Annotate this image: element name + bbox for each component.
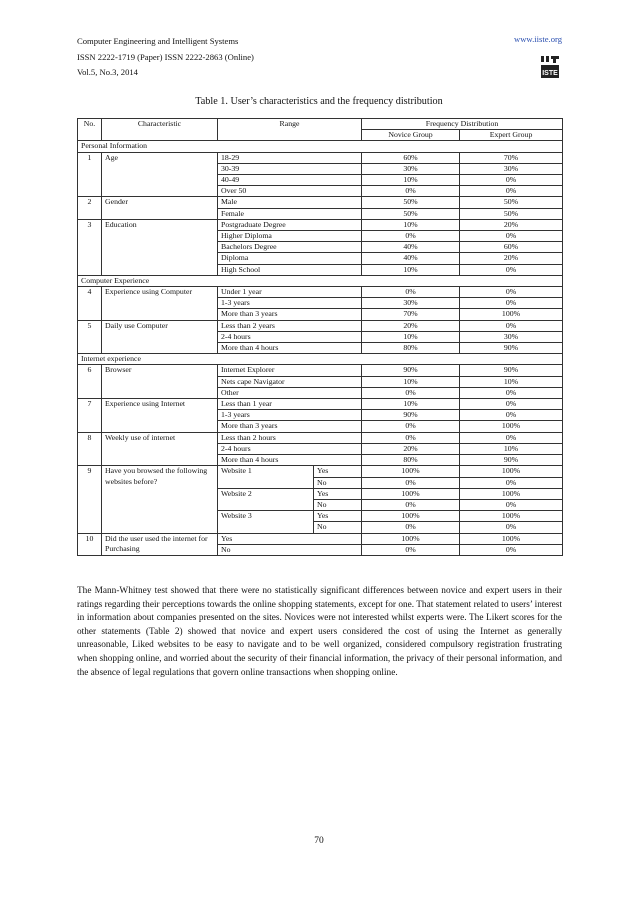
expert-value: 100% <box>460 488 563 499</box>
table-row <box>78 152 563 163</box>
website-name: Website 1 <box>218 466 314 488</box>
expert-value: 0% <box>460 264 563 275</box>
range-value: Postgraduate Degree <box>218 219 362 230</box>
col-characteristic: Characteristic <box>102 119 218 141</box>
range-value: Yes <box>218 533 362 544</box>
novice-value: 10% <box>362 399 460 410</box>
expert-value: 0% <box>460 298 563 309</box>
expert-value: 60% <box>460 242 563 253</box>
expert-value: 70% <box>460 152 563 163</box>
answer: Yes <box>314 511 362 522</box>
novice-value: 80% <box>362 455 460 466</box>
novice-value: 0% <box>362 421 460 432</box>
expert-value: 10% <box>460 443 563 454</box>
characteristics-table <box>77 118 563 556</box>
novice-value: 40% <box>362 242 460 253</box>
expert-value: 10% <box>460 376 563 387</box>
expert-value: 90% <box>460 455 563 466</box>
range-value: Less than 1 year <box>218 399 362 410</box>
range-value: Higher Diploma <box>218 231 362 242</box>
range-value: More than 4 hours <box>218 343 362 354</box>
table-row <box>78 533 563 544</box>
section-row <box>78 354 563 365</box>
svg-text:ISTE: ISTE <box>542 70 558 77</box>
novice-value: 100% <box>362 488 460 499</box>
expert-value: 30% <box>460 163 563 174</box>
range-value: 40-49 <box>218 175 362 186</box>
item-number: 9 <box>78 466 102 533</box>
range-value: No <box>218 544 362 555</box>
header-row <box>78 119 563 130</box>
novice-value: 100% <box>362 511 460 522</box>
expert-value: 100% <box>460 421 563 432</box>
novice-value: 80% <box>362 343 460 354</box>
item-number: 2 <box>78 197 102 219</box>
range-value: 30-39 <box>218 163 362 174</box>
item-number: 5 <box>78 320 102 354</box>
novice-value: 20% <box>362 443 460 454</box>
characteristic: Weekly use of internet <box>102 432 218 466</box>
novice-value: 90% <box>362 365 460 376</box>
characteristic: Daily use Computer <box>102 320 218 354</box>
table-row <box>78 466 563 477</box>
characteristic: Experience using Computer <box>102 287 218 321</box>
iiste-logo <box>539 54 561 80</box>
expert-value: 0% <box>460 410 563 421</box>
range-value: Nets cape Navigator <box>218 376 362 387</box>
table-row <box>78 219 563 230</box>
section-row <box>78 141 563 152</box>
characteristic: Browser <box>102 365 218 399</box>
characteristic: Gender <box>102 197 218 219</box>
novice-value: 10% <box>362 175 460 186</box>
answer: No <box>314 499 362 510</box>
range-value: 2-4 hours <box>218 443 362 454</box>
novice-value: 90% <box>362 410 460 421</box>
range-value: Less than 2 years <box>218 320 362 331</box>
issn-line: ISSN 2222-1719 (Paper) ISSN 2222-2863 (Online) <box>77 51 254 62</box>
expert-value: 100% <box>460 533 563 544</box>
running-header <box>77 34 254 81</box>
col-expert: Expert Group <box>460 130 563 141</box>
range-value: 18-29 <box>218 152 362 163</box>
novice-value: 0% <box>362 387 460 398</box>
expert-value: 0% <box>460 477 563 488</box>
table-row <box>78 197 563 208</box>
table-row <box>78 399 563 410</box>
range-value: Diploma <box>218 253 362 264</box>
volume-line: Vol.5, No.3, 2014 <box>77 67 138 77</box>
range-value: Over 50 <box>218 186 362 197</box>
website-name: Website 3 <box>218 511 314 533</box>
range-value: Female <box>218 208 362 219</box>
range-value: More than 4 hours <box>218 455 362 466</box>
expert-value: 0% <box>460 399 563 410</box>
expert-value: 0% <box>460 432 563 443</box>
range-value: More than 3 years <box>218 309 362 320</box>
col-range: Range <box>218 119 362 141</box>
journal-url-link[interactable]: www.iiste.org <box>514 34 562 44</box>
novice-value: 60% <box>362 152 460 163</box>
section-title: Personal Information <box>78 141 563 152</box>
characteristic: Have you browsed the following websites before? <box>102 466 218 533</box>
range-value: 1-3 years <box>218 298 362 309</box>
expert-value: 0% <box>460 287 563 298</box>
range-value: Bachelors Degree <box>218 242 362 253</box>
table-row <box>78 365 563 376</box>
journal-name: Computer Engineering and Intelligent Systems <box>77 36 239 46</box>
range-value: High School <box>218 264 362 275</box>
expert-value: 0% <box>460 544 563 555</box>
item-number: 8 <box>78 432 102 466</box>
novice-value: 100% <box>362 533 460 544</box>
expert-value: 100% <box>460 466 563 477</box>
novice-value: 0% <box>362 231 460 242</box>
answer: No <box>314 522 362 533</box>
novice-value: 50% <box>362 197 460 208</box>
expert-value: 100% <box>460 309 563 320</box>
expert-value: 0% <box>460 499 563 510</box>
website-name: Website 2 <box>218 488 314 510</box>
range-value: Male <box>218 197 362 208</box>
characteristic: Education <box>102 219 218 275</box>
range-value: Under 1 year <box>218 287 362 298</box>
expert-value: 30% <box>460 331 563 342</box>
expert-value: 50% <box>460 208 563 219</box>
item-number: 7 <box>78 399 102 433</box>
item-number: 1 <box>78 152 102 197</box>
novice-value: 70% <box>362 309 460 320</box>
body-paragraph: The Mann-Whitney test showed that there were no statistically significant differences between novice and expert users in their ratings regarding their perceptions towards the online shopping statements, except for one. That statement related to users’ interest in information about companies presented on the sites. Novices were not interested whilst experts were. The Likert scores for the other statements (Table 2) showed that novice and expert users considered the cost of using the Internet as generally unreasonable, Liked websites to be easy to navigate and to be well organized, considered compulsory registration frustrating when shopping online, and worried about the security of their financial information, the privacy of their personal information, and the absence of legal regulations that govern online transactions when shopping online. <box>77 586 562 678</box>
table-row <box>78 432 563 443</box>
novice-value: 10% <box>362 219 460 230</box>
item-number: 6 <box>78 365 102 399</box>
novice-value: 40% <box>362 253 460 264</box>
range-value: More than 3 years <box>218 421 362 432</box>
novice-value: 10% <box>362 331 460 342</box>
page-number: 70 <box>314 836 324 846</box>
answer: Yes <box>314 488 362 499</box>
expert-value: 90% <box>460 365 563 376</box>
novice-value: 0% <box>362 432 460 443</box>
expert-value: 90% <box>460 343 563 354</box>
expert-value: 0% <box>460 186 563 197</box>
novice-value: 0% <box>362 186 460 197</box>
item-number: 10 <box>78 533 102 555</box>
col-novice: Novice Group <box>362 130 460 141</box>
expert-value: 20% <box>460 253 563 264</box>
item-number: 3 <box>78 219 102 275</box>
item-number: 4 <box>78 287 102 321</box>
expert-value: 0% <box>460 175 563 186</box>
table-row <box>78 287 563 298</box>
novice-value: 0% <box>362 499 460 510</box>
characteristic: Did the user used the internet for Purchasing <box>102 533 218 555</box>
novice-value: 0% <box>362 544 460 555</box>
expert-value: 50% <box>460 197 563 208</box>
range-value: 1-3 years <box>218 410 362 421</box>
novice-value: 10% <box>362 376 460 387</box>
novice-value: 0% <box>362 477 460 488</box>
novice-value: 0% <box>362 287 460 298</box>
novice-value: 100% <box>362 466 460 477</box>
expert-value: 0% <box>460 320 563 331</box>
expert-value: 0% <box>460 522 563 533</box>
novice-value: 50% <box>362 208 460 219</box>
characteristic: Experience using Internet <box>102 399 218 433</box>
table-caption: Table 1. User’s characteristics and the frequency distribution <box>195 96 443 107</box>
expert-value: 0% <box>460 231 563 242</box>
characteristic: Age <box>102 152 218 197</box>
range-value: 2-4 hours <box>218 331 362 342</box>
range-value: Internet Explorer <box>218 365 362 376</box>
col-no: No. <box>78 119 102 141</box>
novice-value: 30% <box>362 163 460 174</box>
expert-value: 20% <box>460 219 563 230</box>
novice-value: 10% <box>362 264 460 275</box>
novice-value: 20% <box>362 320 460 331</box>
range-value: Other <box>218 387 362 398</box>
section-row <box>78 275 563 286</box>
table-row <box>78 320 563 331</box>
expert-value: 0% <box>460 387 563 398</box>
range-value: Less than 2 hours <box>218 432 362 443</box>
expert-value: 100% <box>460 511 563 522</box>
col-frequency: Frequency Distribution <box>362 119 563 130</box>
answer: No <box>314 477 362 488</box>
novice-value: 0% <box>362 522 460 533</box>
section-title: Computer Experience <box>78 275 563 286</box>
answer: Yes <box>314 466 362 477</box>
novice-value: 30% <box>362 298 460 309</box>
section-title: Internet experience <box>78 354 563 365</box>
